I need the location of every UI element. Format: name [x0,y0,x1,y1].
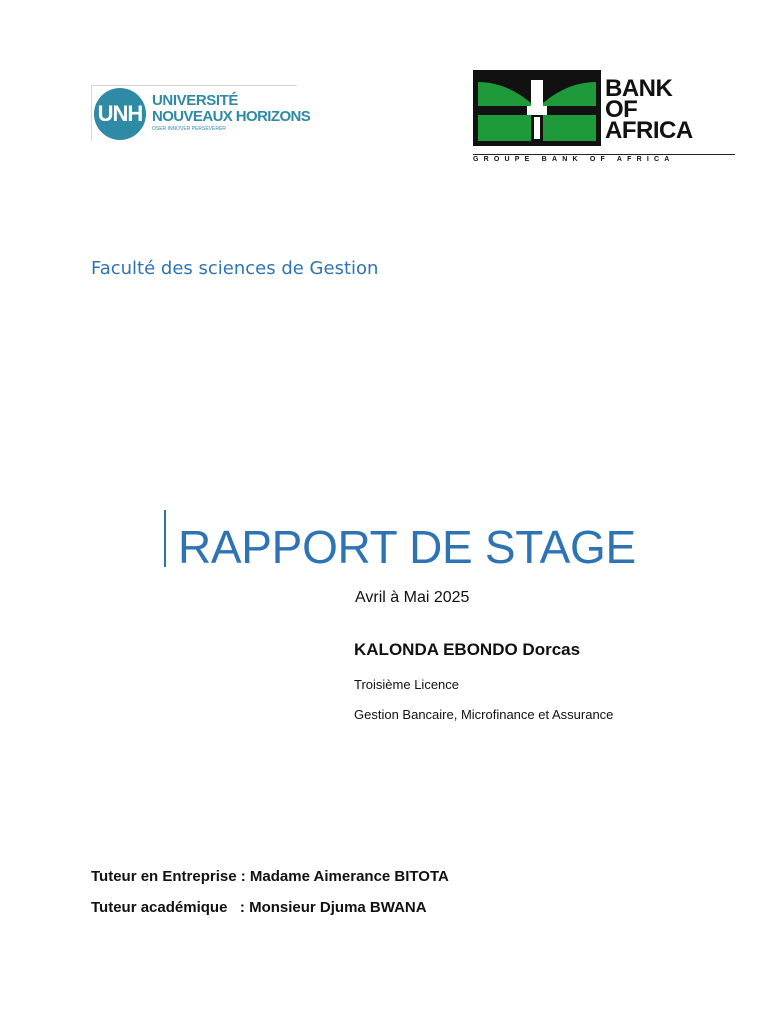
internship-period: Avril à Mai 2025 [355,589,470,606]
study-level: Troisième Licence [354,677,460,692]
company-tutor: Tuteur en Entreprise : Madame Aimerance BITOTA [91,868,449,885]
student-name: KALONDA EBONDO Dorcas [354,640,581,659]
academic-tutor: Tuteur académique : Monsieur Djuma BWANA [91,899,427,916]
university-logo [91,85,311,141]
bank-emblem-icon [473,70,601,146]
bank-logo [473,70,735,166]
bank-group-label: GROUPE BANK OF AFRICA [473,156,675,163]
study-program: Gestion Bancaire, Microfinance et Assurance [354,707,614,722]
bank-name-line3: AFRICA [605,117,693,144]
bank-name-line1: BANK [605,75,673,102]
document-title: RAPPORT DE STAGE [178,521,636,573]
university-name-line2: NOUVEAUX HORIZONS [152,108,311,125]
university-monogram: UNH [94,88,146,140]
bank-divider [473,154,735,155]
university-wordmark [152,92,311,133]
faculty-name: Faculté des sciences de Gestion [91,258,379,279]
title-accent-bar [164,510,166,567]
university-tagline: OSER INNOVER PERSÉVÉRER [152,126,226,132]
university-name-line1: UNIVERSITÉ [152,92,239,109]
bank-name-line2: OF [605,96,638,123]
bank-wordmark [605,75,693,144]
